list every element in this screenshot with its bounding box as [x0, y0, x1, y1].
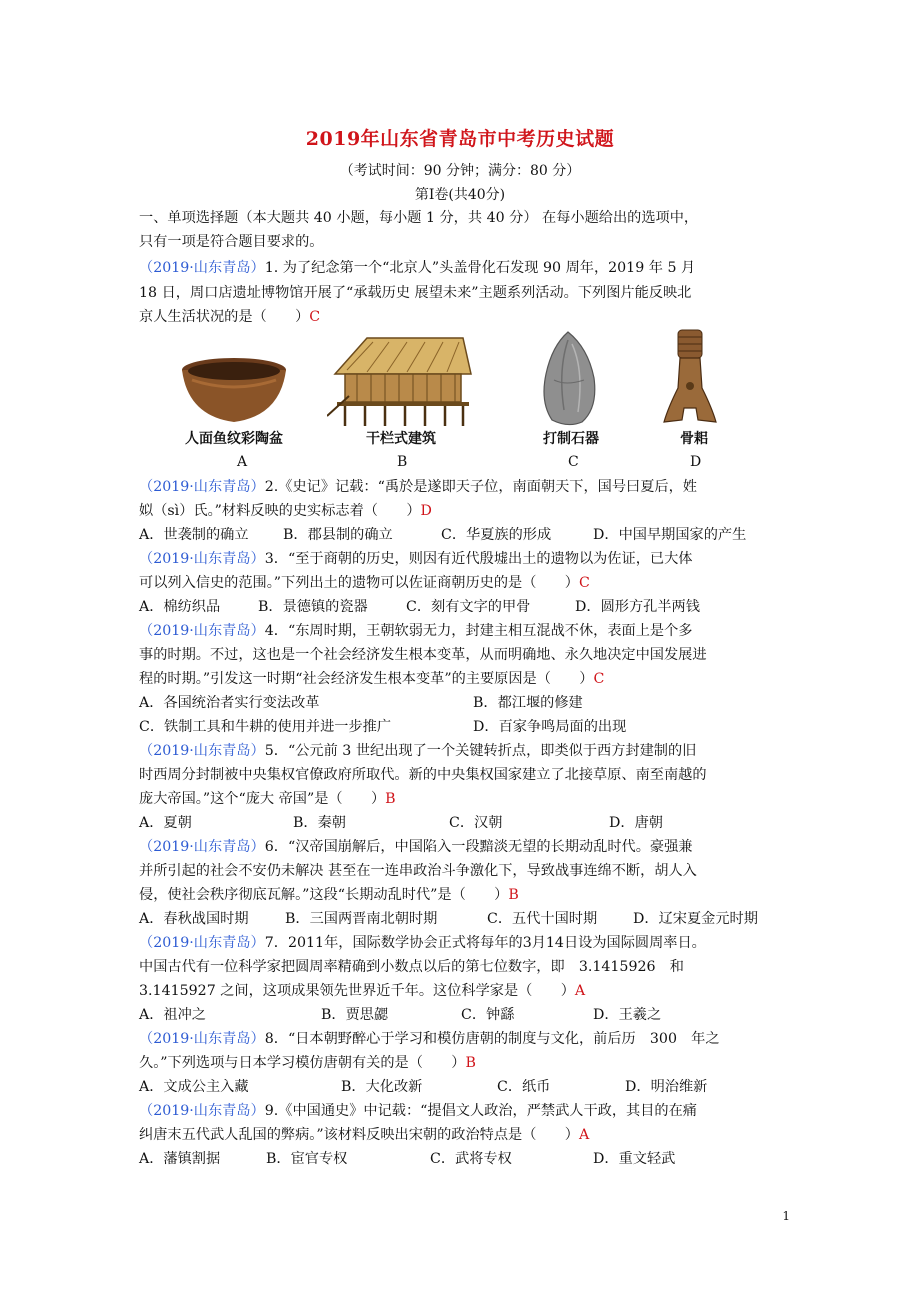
source-tag: （2019·山东青岛） — [139, 1103, 265, 1119]
page-number: 1 — [782, 1209, 790, 1223]
option-b: B．都江堰的修建 — [473, 695, 583, 711]
answer: C — [578, 575, 590, 591]
question-4-line: 程的时期。”引发这一时期“社会经济发生根本变革”的主要原因是（ ）C — [139, 671, 605, 687]
image-letter-c: C — [568, 454, 579, 470]
answer: C — [593, 671, 605, 687]
option-c: C．武将专权 — [430, 1151, 512, 1167]
option-d: D．百家争鸣局面的出现 — [473, 719, 627, 735]
exam-title: 2019年山东省青岛市中考历史试题 — [305, 128, 615, 150]
source-tag: （2019·山东青岛） — [139, 935, 265, 951]
option-b: B．景德镇的瓷器 — [258, 599, 368, 615]
option-b: B．贾思勰 — [321, 1007, 389, 1023]
question-6-line: 侵，使社会秩序彻底瓦解。”这段“长期动乱时代”是（ ）B — [139, 887, 519, 903]
question-7-line: 中国古代有一位科学家把圆周率精确到小数点以后的第七位数字，即 3.1415926 和 — [139, 959, 684, 975]
source-tag: （2019·山东青岛） — [139, 260, 265, 276]
question-8: （2019·山东青岛）8．“日本朝野醉心于学习和模仿唐朝的制度与文化，前后历 300 年之 — [139, 1031, 720, 1047]
question-6: （2019·山东青岛）6．“汉帝国崩解后，中国陷入一段黯淡无望的长期动乱时代。豪强兼 — [139, 839, 693, 855]
question-5-line: 时西周分封制被中央集权官僚政府所取代。新的中央集权国家建立了北接草原、南至南越的 — [139, 767, 707, 783]
option-d: D．辽宋夏金元时期 — [633, 911, 758, 927]
option-c: C．铁制工具和牛耕的使用并进一步推广 — [139, 719, 392, 735]
option-c: C．华夏族的形成 — [441, 527, 552, 543]
source-tag: （2019·山东青岛） — [139, 479, 265, 495]
question-5-line: 庞大帝国。”这个“庞大 帝国”是（ ）B — [139, 791, 396, 807]
image-caption-a: 人面鱼纹彩陶盆 — [185, 431, 283, 447]
source-tag: （2019·山东青岛） — [139, 1031, 265, 1047]
option-b: B．大化改新 — [341, 1079, 423, 1095]
question-2-line: 姒（sì）氏。”材料反映的史实标志着（ ）D — [139, 503, 432, 519]
option-a: A．藩镇割据 — [139, 1151, 221, 1167]
option-d: D．王羲之 — [593, 1007, 662, 1023]
image-letter-b: B — [397, 454, 408, 470]
image-caption-d: 骨耜 — [680, 431, 708, 447]
answer: B — [465, 1055, 476, 1071]
question-2: （2019·山东青岛）2.《史记》记载：“禹於是遂即天子位，南面朝天下，国号曰夏后，姓 — [139, 479, 697, 495]
option-b: B．三国两晋南北朝时期 — [285, 911, 438, 927]
question-7: （2019·山东青岛）7．2011年，国际数学协会正式将每年的3月14日设为国际圆周率日。 — [139, 935, 706, 951]
question-5: （2019·山东青岛）5．“公元前 3 世纪出现了一个关键转折点，即类似于西方封建制的旧 — [139, 743, 697, 759]
answer: A — [578, 1127, 590, 1143]
intro-line: 一、单项选择题（本大题共 40 小题，每小题 1 分，共 40 分） 在每小题给出的选项中， — [139, 210, 699, 226]
option-a: A．棉纺织品 — [139, 599, 221, 615]
question-9: （2019·山东青岛）9.《中国通史》中记载：“提倡文人政治，严禁武人干政，其目的在痛 — [139, 1103, 697, 1119]
option-d: D．重文轻武 — [593, 1151, 676, 1167]
option-b: B．秦朝 — [293, 815, 346, 831]
image-letter-a: A — [237, 454, 248, 470]
answer: D — [420, 503, 432, 519]
question-3-line: 可以列入信史的范围。”下列出土的遗物可以佐证商朝历史的是（ ）C — [139, 575, 590, 591]
question-1-line: 18 日，周口店遗址博物馆开展了“承载历史 展望未来”主题系列活动。下列图片能反映北 — [139, 285, 692, 301]
question-1: （2019·山东青岛）1. 为了纪念第一个“北京人”头盖骨化石发现 90 周年，2019 年 5 月 — [139, 260, 696, 276]
option-a: A．各国统治者实行变法改革 — [139, 695, 320, 711]
option-d: D．明治维新 — [625, 1079, 708, 1095]
option-a: A．祖冲之 — [139, 1007, 206, 1023]
source-tag: （2019·山东青岛） — [139, 743, 265, 759]
question-4: （2019·山东青岛）4．“东周时期，王朝软弱无力，封建主相互混战不休，表面上是个多 — [139, 623, 693, 639]
answer: B — [385, 791, 396, 807]
question-8-line: 久。”下列选项与日本学习模仿唐朝有关的是（ ）B — [139, 1055, 476, 1071]
question-3: （2019·山东青岛）3．“至于商朝的历史，则因有近代殷墟出土的遗物以为佐证，已大体 — [139, 551, 693, 567]
chipped-stone-tool-image — [538, 330, 600, 426]
option-c: C．钟繇 — [461, 1007, 515, 1023]
image-letter-d: D — [690, 454, 702, 470]
answer: C — [309, 309, 321, 325]
question-7-line: 3.1415927 之间，这项成果领先世界近千年。这位科学家是（ ）A — [139, 983, 586, 999]
source-tag: （2019·山东青岛） — [139, 623, 265, 639]
option-a: A．世袭制的确立 — [139, 527, 249, 543]
stilt-house-image — [327, 334, 475, 428]
image-caption-b: 干栏式建筑 — [366, 431, 436, 447]
option-d: D．唐朝 — [609, 815, 663, 831]
option-d: D．圆形方孔半两钱 — [575, 599, 700, 615]
source-tag: （2019·山东青岛） — [139, 839, 265, 855]
section-heading: 第Ⅰ卷(共40分) — [414, 187, 506, 203]
option-c: C．汉朝 — [449, 815, 503, 831]
question-6-line: 并所引起的社会不安仍未解决 甚至在一连串政治斗争激化下，导致战事连绵不断，胡人入 — [139, 863, 697, 879]
answer: A — [574, 983, 586, 999]
painted-pottery-basin-image — [178, 354, 290, 428]
question-1-line: 京人生活状况的是（ ）C — [139, 309, 321, 325]
option-c: C．刻有文字的甲骨 — [406, 599, 531, 615]
image-caption-c: 打制石器 — [543, 431, 599, 447]
bone-spade-image — [662, 328, 718, 428]
option-c: C．纸币 — [497, 1079, 551, 1095]
intro-line: 只有一项是符合题目要求的。 — [139, 234, 324, 250]
option-b: B．郡县制的确立 — [283, 527, 393, 543]
exam-info: （考试时间：90 分钟；满分：80 分） — [339, 163, 581, 179]
option-b: B．宦官专权 — [266, 1151, 348, 1167]
option-c: C．五代十国时期 — [487, 911, 598, 927]
option-a: A．春秋战国时期 — [139, 911, 249, 927]
source-tag: （2019·山东青岛） — [139, 551, 265, 567]
answer: B — [508, 887, 519, 903]
option-a: A．文成公主入藏 — [139, 1079, 249, 1095]
option-d: D．中国早期国家的产生 — [593, 527, 747, 543]
option-a: A．夏朝 — [139, 815, 192, 831]
question-9-line: 纠唐末五代武人乱国的弊病。”该材料反映出宋朝的政治特点是（ ）A — [139, 1127, 590, 1143]
question-4-line: 事的时期。不过，这也是一个社会经济发生根本变革，从而明确地、永久地决定中国发展进 — [139, 647, 707, 663]
